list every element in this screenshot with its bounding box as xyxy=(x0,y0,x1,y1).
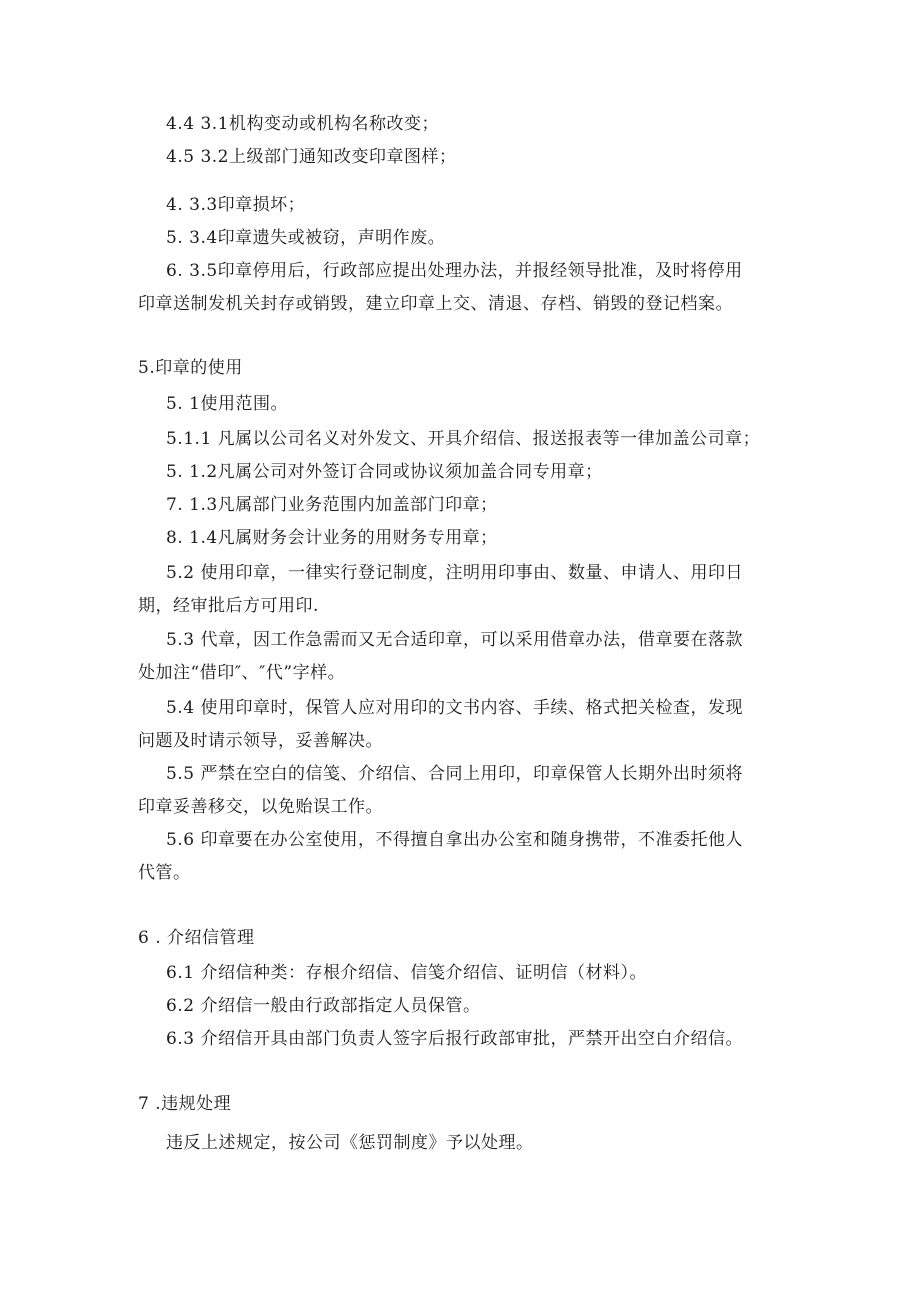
text-line: 5.1.1 凡属以公司名义对外发文、开具介绍信、报送报表等一律加盖公司章； xyxy=(166,429,761,449)
text-line: 4.5 3.2上级部门通知改变印章图样； xyxy=(166,147,457,167)
text-line: 5.2 使用印章，一律实行登记制度，注明用印事由、数量、申请人、用印日 xyxy=(166,563,743,583)
text-line: 8. 1.4凡属财务会计业务的用财务专用章； xyxy=(166,528,498,548)
text-line: 5.3 代章，因工作急需而又无合适印章，可以采用借章办法，借章要在落款 xyxy=(166,630,743,650)
text-line: 6.2 介绍信一般由行政部指定人员保管。 xyxy=(166,996,481,1016)
text-line: 4.4 3.1机构变动或机构名称改变； xyxy=(166,114,439,134)
text-line: 问题及时请示领导，妥善解决。 xyxy=(138,731,383,751)
text-line: 6.3 介绍信开具由部门负责人签字后报行政部审批，严禁开出空白介绍信。 xyxy=(166,1029,743,1049)
text-line: 印章送制发机关封存或销毁，建立印章上交、清退、存档、销毁的登记档案。 xyxy=(138,294,733,314)
section-heading: 5.印章的使用 xyxy=(138,358,243,378)
text-line: 5. 1.2凡属公司对外签订合同或协议须加盖合同专用章； xyxy=(166,462,603,482)
text-line: 6. 3.5印章停用后，行政部应提出处理办法，并报经领导批准，及时将停用 xyxy=(166,261,743,281)
text-line: 5. 3.4印章遗失或被窃，声明作废。 xyxy=(166,228,446,248)
section-heading: 6 . 介绍信管理 xyxy=(138,928,255,948)
text-line: 5.5 严禁在空白的信笺、介绍信、合同上用印，印章保管人长期外出时须将 xyxy=(166,764,743,784)
text-line: 5. 1使用范围。 xyxy=(166,394,288,414)
text-line: 5.6 印章要在办公室使用，不得擅自拿出办公室和随身携带，不准委托他人 xyxy=(166,830,743,850)
text-line: 期，经审批后方可用印. xyxy=(138,596,319,616)
text-line: 5.4 使用印章时，保管人应对用印的文书内容、手续、格式把关检查，发现 xyxy=(166,698,743,718)
text-line: 6.1 介绍信种类：存根介绍信、信笺介绍信、证明信（材料）。 xyxy=(166,963,647,983)
text-line: 印章妥善移交，以免贻误工作。 xyxy=(138,797,383,817)
text-line: 7. 1.3凡属部门业务范围内加盖部门印章； xyxy=(166,495,498,515)
text-line: 违反上述规定，按公司《惩罚制度》予以处理。 xyxy=(166,1133,534,1153)
text-line: 处加注“借印″、″代”字样。 xyxy=(138,663,346,683)
text-line: 4. 3.3印章损坏； xyxy=(166,195,306,215)
section-heading: 7 .违规处理 xyxy=(138,1094,232,1114)
text-line: 代管。 xyxy=(138,863,191,883)
